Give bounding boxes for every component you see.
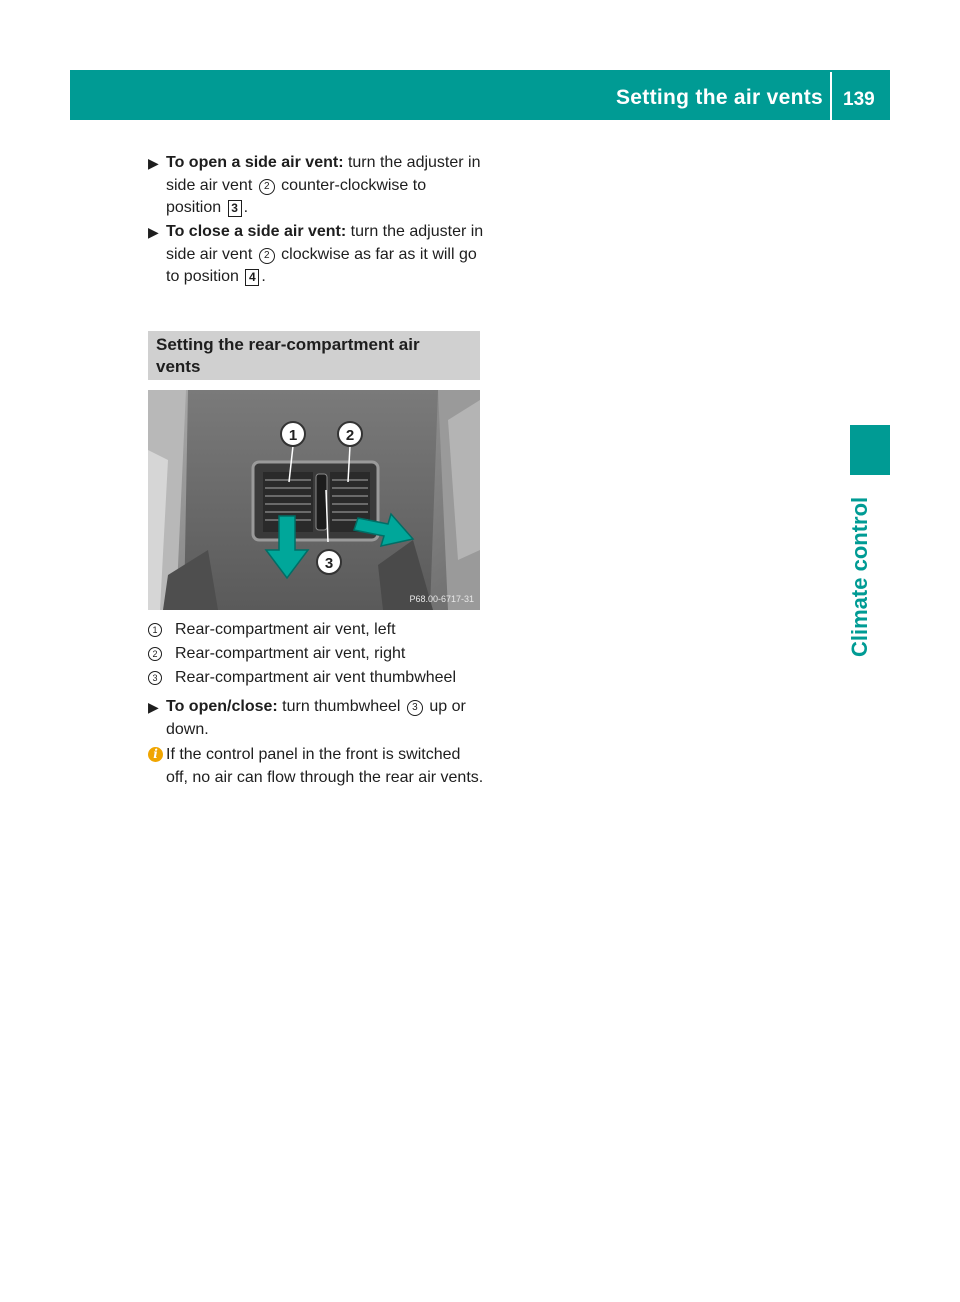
figure-code: P68.00-6717-31 [409, 594, 474, 604]
step-text: To open a side air vent: turn the adjuster in side air vent 2 counter-clockwise to position 3 . [166, 154, 481, 216]
info-note [148, 744, 484, 789]
legend-number: 2 [148, 647, 162, 661]
info-text: If the control panel in the front is switched off, no air can flow through the rear air vents. [166, 746, 484, 786]
rear-vent-illustration [148, 390, 480, 610]
step-open-side-vent [148, 152, 484, 220]
step-text: To close a side air vent: turn the adjuster in side air vent 2 clockwise as far as it will go to position 4 . [166, 223, 484, 285]
section-title: Setting the rear-compartment air vents [156, 335, 420, 376]
page-number: 139 [843, 89, 875, 110]
callout-1 [281, 422, 305, 446]
legend-text: Rear-compartment air vent thumbwheel [175, 669, 457, 686]
bullet-arrow-icon: ▶ [148, 155, 159, 171]
legend-text: Rear-compartment air vent, left [175, 621, 396, 638]
legend-text: Rear-compartment air vent, right [175, 645, 406, 662]
callout-2 [338, 422, 362, 446]
header-divider [830, 72, 832, 120]
callout-ref: 3 [407, 700, 423, 716]
bullet-arrow-icon: ▶ [148, 699, 159, 715]
step-text: To open/close: turn thumbwheel 3 up or down. [166, 698, 466, 738]
svg-text:3: 3 [324, 555, 334, 572]
svg-text:1: 1 [288, 427, 298, 444]
bullet-arrow-icon: ▶ [148, 224, 159, 240]
rear-vent-figure [148, 390, 480, 610]
step-open-close [148, 696, 484, 741]
side-tab-label[interactable]: Climate control [847, 496, 872, 657]
step-close-side-vent [148, 221, 484, 289]
info-icon: i [148, 747, 163, 762]
callout-ref: 2 [259, 179, 275, 195]
legend-number: 1 [148, 623, 162, 637]
svg-text:2: 2 [345, 427, 355, 444]
legend-number: 3 [148, 671, 162, 685]
callout-3 [317, 550, 341, 574]
page-title: Setting the air vents [616, 86, 824, 109]
callout-ref: 2 [259, 248, 275, 264]
position-ref: 4 [245, 269, 259, 286]
position-ref: 3 [228, 200, 242, 217]
